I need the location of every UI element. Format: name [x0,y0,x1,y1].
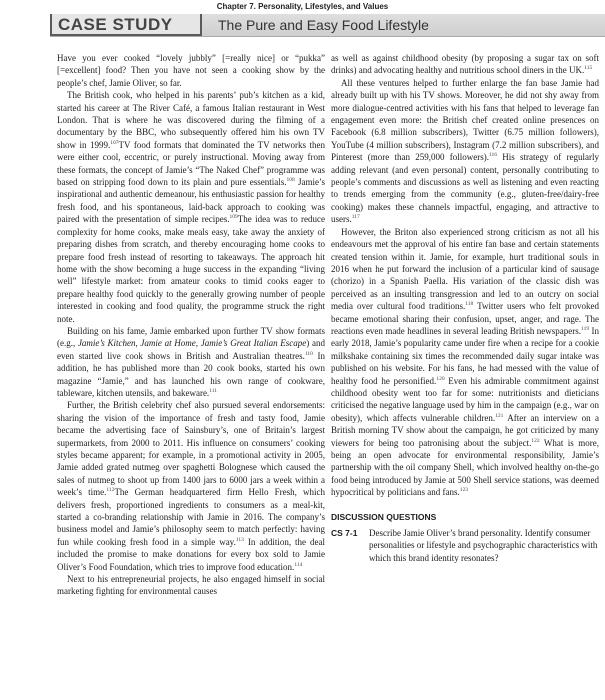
question-number: CS 7-1 [331,528,358,539]
case-study-label: CASE STUDY [50,14,202,36]
paragraph: The British cook, who helped in his parents’ pub’s kitchen as a kid, started his career at The River Café, a famous Italian restaurant in West London. That is where he was discovered during the filming of a documentary by the BBC, who subsequently offered him his own TV show in 1999.$^{107}$TV food formats that dominated the TV networks then were either cool, eccentric, or purely instructional. Moving away from these formats, the concept of Jamie’s “The Naked Chef” programme was based on stripping food down to its plain and pure essentials.$^{108}$ Jamie’s inspirational and authentic demeanour, his enthusiastic passion for healthy fresh food, and his spontaneous, laid-back approach to cooking was paired with the presentation of simple recipes.$^{109}$The idea was to reduce complexity for home cooks, make meals easy, take away the anxiety of preparing dishes from scratch, and thereby encouraging home cooks to prepare food fresh instead of resorting to takeaways. The approach hit home with the show becoming a huge success in the expanding “living well” lifestyle market: from amateur cooks to timid cooks eager to prepare healthy food quickly to the generally growing number of people interested in cooking and food quality, the programme struck the right note. [57,90,326,324]
paragraph: All these ventures helped to further enlarge the fan base Jamie had already built up with his TV shows. Moreover, he did not shy away from more dialogue-centred activities with his fans that helped to leverage fan engagement even more: the British chef created online presences on Facebook (6.8 million subscribers), Twitter (6.75 million followers), YouTube (4 million subscribers), Instagram (7.2 million subscribers), and Pinterest (more than 259,000 followers).$^{116}$ His strategy of regularly adding relevant (and even personal) content, personally contributing to people’s comments and discussions as well as listening and even reacting to trends emerging from the community (e.g., gluten-free/dairy-free cooking) makes these channels impactful, engaging, and attractive to users.$^{117}$ [331,77,599,225]
discussion-heading: DISCUSSION QUESTIONS [331,511,437,522]
paragraph: Have you ever cooked “lovely jubbly” [=really nice] or “pukka” [=excellent] food? Then you have not seen a cooking show by the people’s chef, Jamie Oliver, so far. [57,53,325,88]
paragraph: Building on his fame, Jamie embarked upon further TV show formats (e.g., Jamie’s Kitchen, Jamie at Home, Jamie’s Great Italian Escape) and even started live cook shows in British and Australian theatres.$^{110}$ In addition, he has published more than 20 cook books, started his own magazine “Jamie,” and has launched his own range of cookware, tableware, kitchen utensils, and bakeware.$^{111}$ [57,325,325,398]
paragraph: Further, the British celebrity chef also pursued several endorsements: sharing the vision of the importance of fresh and tasty food, Jamie became the advertising face of Sainsbury’s, one of Britain’s largest supermarkets, from 2000 to 2011. His influence on consumers’ cooking styles became apparent; for example, in a promotional activity in 2005, Jamie added grated nutmeg over spaghetti Bolognese which caused the sales of nutmeg to shoot up from 1400 jars to 6000 jars a week within a week’s time.$^{112}$The German headquartered firm Hello Fresh, which delivers fresh, proportioned ingredients to consumers as a meal-kit, started a co-branding relationship with Jamie in 2016. The company’s business model and Jamie’s philosophy seem to match perfectly: having fun while cooking fresh food in a simple way.$^{113}$ In addition, the deal included the promise to make donations for every box sold to Jamie Oliver’s Food Foundation, which tries to improve food education.$^{114}$ [57,400,325,572]
chapter-header: Chapter 7. Personality, Lifestyles, and Values [216,2,389,11]
paragraph: as well as against childhood obesity (by proposing a sugar tax on soft drinks) and advocating healthy and nutritious school diners in the UK.$^{115}$ [331,53,599,76]
paragraph: However, the Briton also experienced strong criticism as not all his endeavours met the approval of his entire fan base and certain statements created tension within it. Jamie, for example, hurt traditional souls in 2016 when he put forward the inclusion of a particular kind of sausage (chorizo) in a Spanish Paella. His variation of the classic dish was perceived as an insulting transgression and led to an outcry on social media over cultural food traditions.$^{118}$ Twitter users who felt provoked became emotional sharing their confusion, upset, anger, and rage. The reactions even made headlines in several leading British newspapers.$^{119}$ In early 2018, Jamie’s popularity came under fire when a recipe for a cookie milkshake containing six times the recommended daily sugar intake was published on his website. For his fans, he had messed with the value of healthy food he personified.$^{120}$ Even his admirable commitment against childhood obesity went too far for some: nutritionists and dieticians criticised the negative language used by him in the campaign (e.g., war on obesity), which affects vulnerable children.$^{121}$ After an interview on a British morning TV show about the campaign, he got criticized by many viewers for being too patronising about the subject.$^{122}$ What is more, being an open advocate for environmental responsibility, Jamie’s partnership with the oil company Shell, which involved healthy on-the-go food being introduced by Jamie at 500 Shell service stations, was deemed hypocritical by politicians and fans.$^{123}$ [331,226,600,498]
paragraph: Next to his entrepreneurial projects, he also engaged himself in social marketing fighting for environmental causes [57,574,325,597]
case-study-title: The Pure and Easy Food Lifestyle [218,17,429,33]
question-text: Describe Jamie Oliver’s brand personality. Identify consumer personalities or lifestyle and psychographic characteristics with which this brand identity resonates? [369,528,598,563]
left-text-column [57,52,325,598]
case-study-banner [50,14,605,37]
discussion-question [331,527,599,564]
right-text-column [331,52,599,564]
